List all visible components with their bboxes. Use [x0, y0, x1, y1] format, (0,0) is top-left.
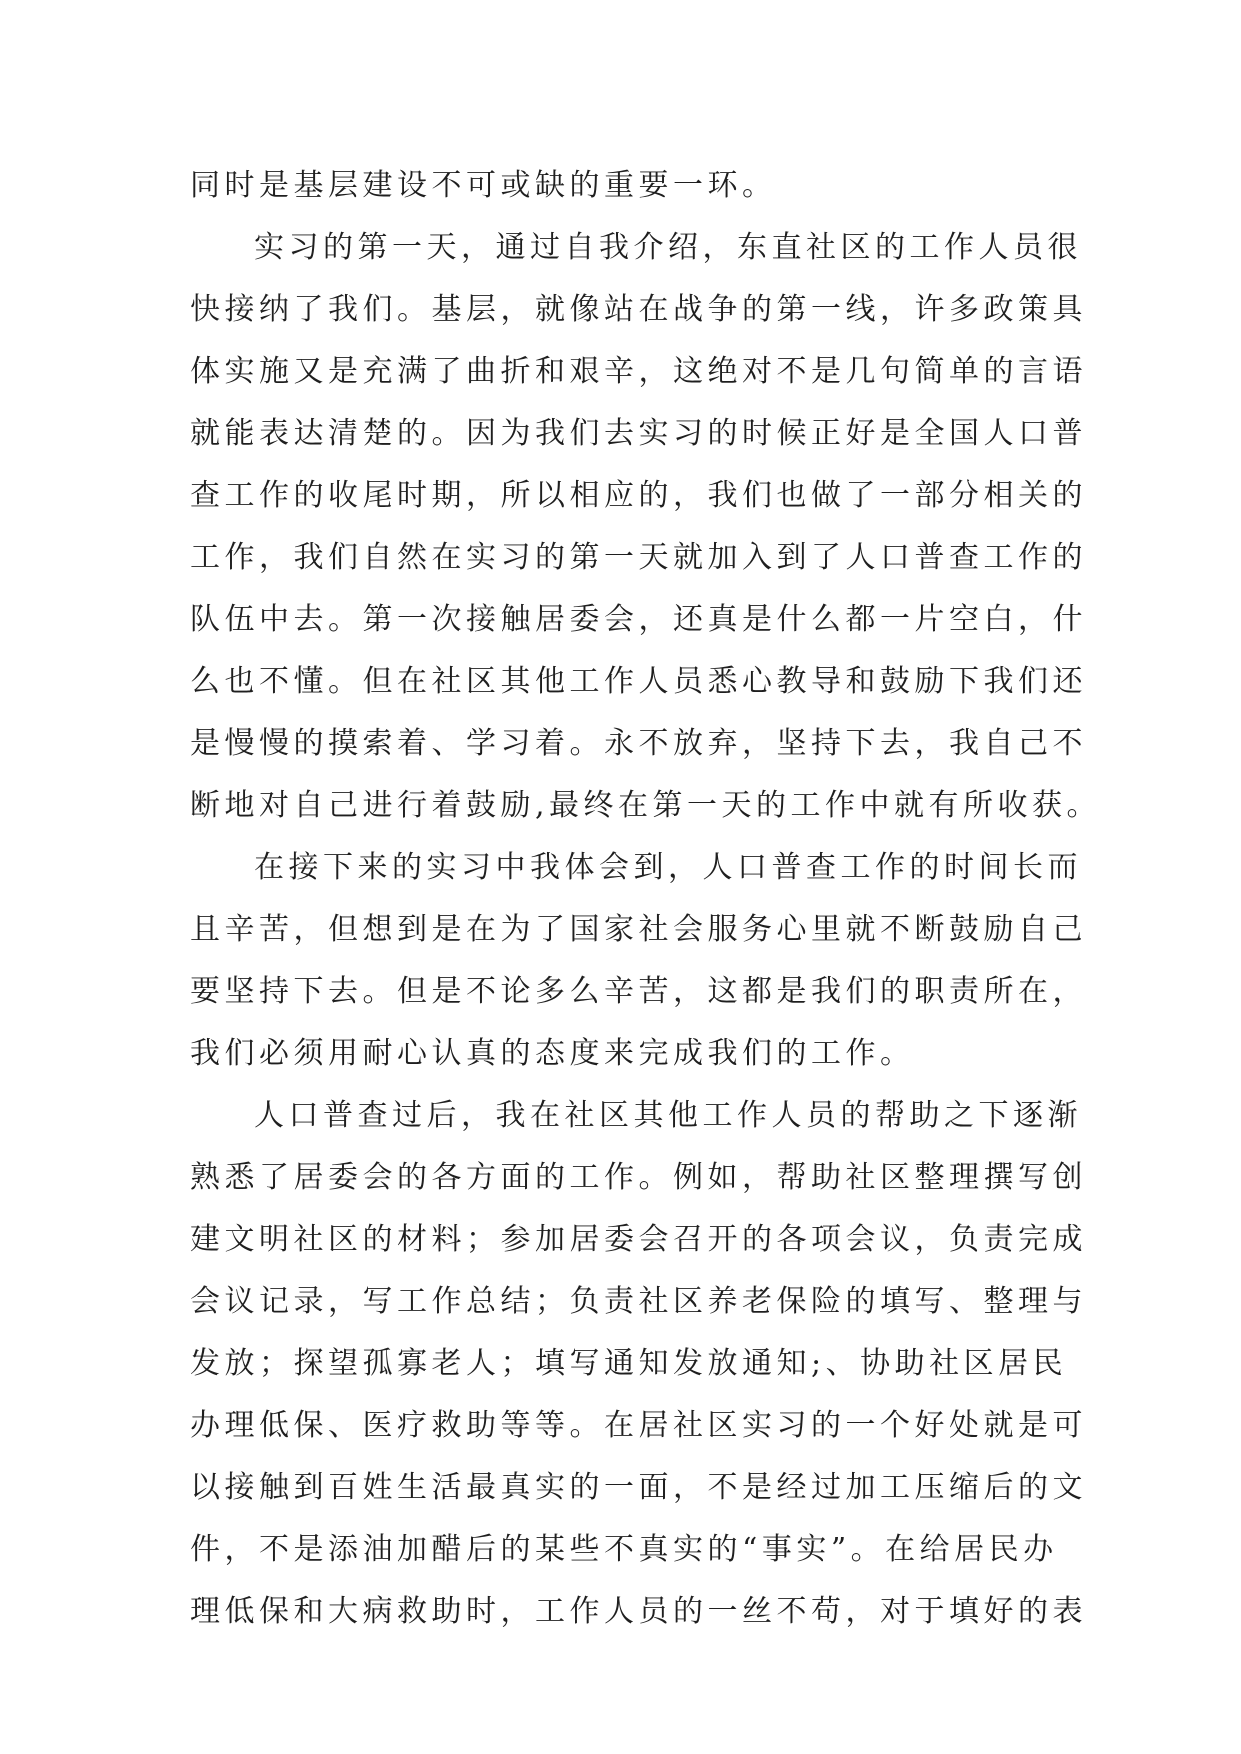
text-line-8: 队伍中去。第一次接触居委会，还真是什么都一片空白，什 — [190, 602, 1087, 637]
text-line-16: 人口普查过后，我在社区其他工作人员的帮助之下逐渐 — [254, 1098, 1082, 1133]
text-line-14: 要坚持下去。但是不论多么辛苦，这都是我们的职责所在， — [190, 974, 1087, 1009]
text-line-5: 就能表达清楚的。因为我们去实习的时候正好是全国人口普 — [190, 416, 1087, 451]
text-line-11: 断地对自己进行着鼓励,最终在第一天的工作中就有所收获。 — [190, 788, 1102, 823]
text-line-12: 在接下来的实习中我体会到，人口普查工作的时间长而 — [254, 850, 1082, 885]
text-line-23: 件，不是添油加醋后的某些不真实的“事实”。在给居民办 — [190, 1532, 1058, 1567]
text-line-6: 查工作的收尾时期，所以相应的，我们也做了一部分相关的 — [190, 478, 1087, 513]
text-line-21: 办理低保、医疗救助等等。在居社区实习的一个好处就是可 — [190, 1408, 1087, 1443]
text-line-19: 会议记录，写工作总结；负责社区养老保险的填写、整理与 — [190, 1284, 1087, 1319]
text-line-4: 体实施又是充满了曲折和艰辛，这绝对不是几句简单的言语 — [190, 354, 1087, 389]
text-line-10: 是慢慢的摸索着、学习着。永不放弃，坚持下去，我自己不 — [190, 726, 1087, 761]
text-line-1: 同时是基层建设不可或缺的重要一环。 — [190, 168, 777, 203]
text-line-22: 以接触到百姓生活最真实的一面，不是经过加工压缩后的文 — [190, 1470, 1087, 1505]
text-line-17: 熟悉了居委会的各方面的工作。例如，帮助社区整理撰写创 — [190, 1160, 1087, 1195]
text-line-15: 我们必须用耐心认真的态度来完成我们的工作。 — [190, 1036, 915, 1071]
text-line-7: 工作，我们自然在实习的第一天就加入到了人口普查工作的 — [190, 540, 1087, 575]
text-line-9: 么也不懂。但在社区其他工作人员悉心教导和鼓励下我们还 — [190, 664, 1087, 699]
text-line-2: 实习的第一天，通过自我介绍，东直社区的工作人员很 — [254, 230, 1082, 265]
text-line-18: 建文明社区的材料；参加居委会召开的各项会议，负责完成 — [190, 1222, 1087, 1257]
text-line-13: 且辛苦，但想到是在为了国家社会服务心里就不断鼓励自己 — [190, 912, 1087, 947]
text-line-20: 发放；探望孤寡老人；填写通知发放通知;、协助社区居民 — [190, 1346, 1068, 1381]
text-line-24: 理低保和大病救助时，工作人员的一丝不苟，对于填好的表 — [190, 1594, 1087, 1629]
text-line-3: 快接纳了我们。基层，就像站在战争的第一线，许多政策具 — [190, 292, 1087, 327]
body-text — [190, 155, 1102, 1643]
